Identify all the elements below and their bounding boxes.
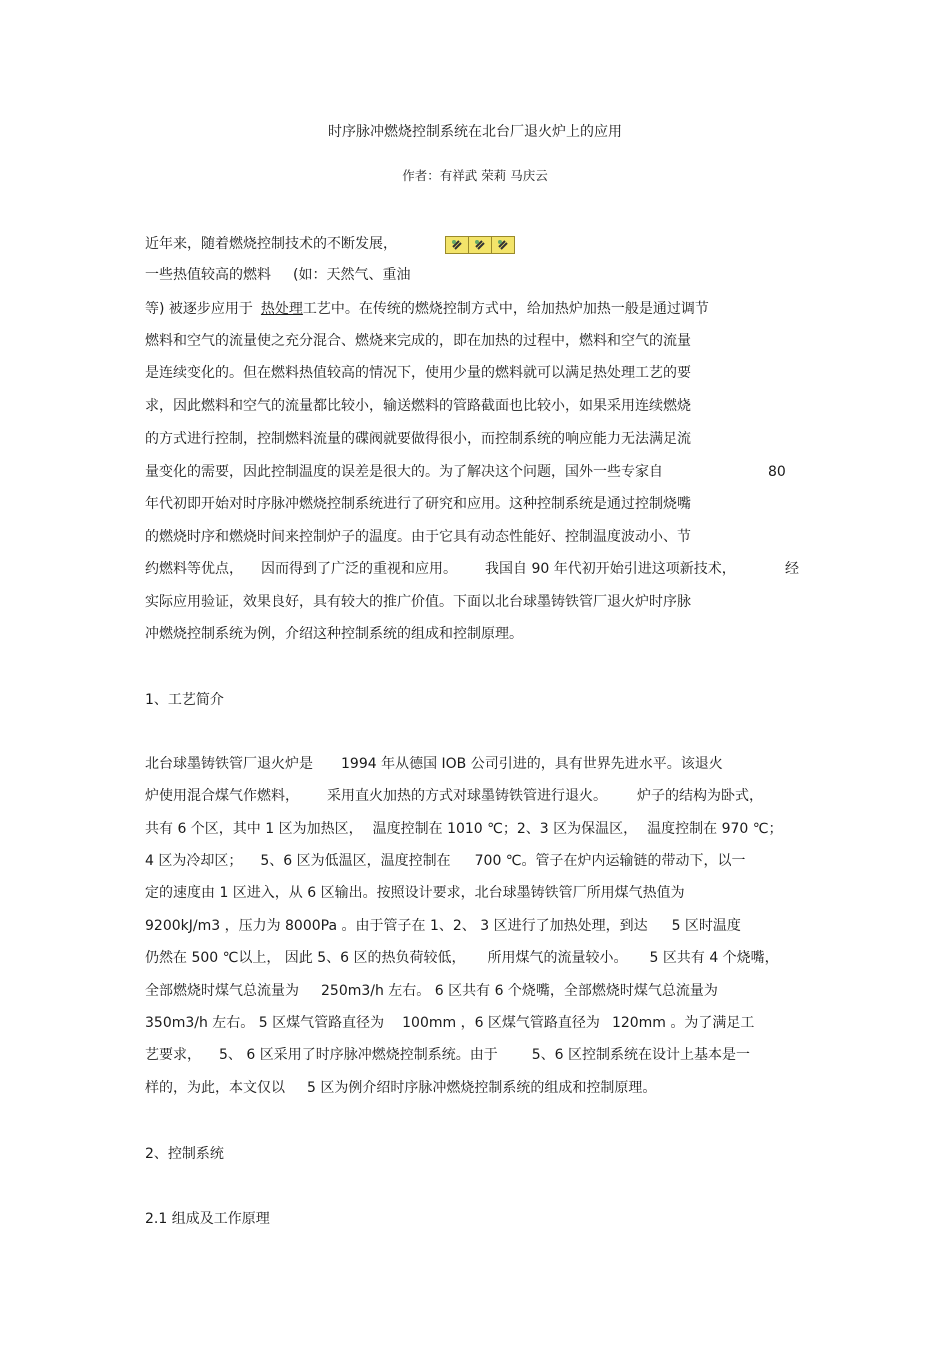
paragraph-line: 约燃料等优点， 因而得到了广泛的重视和应用。 我国自 90 年代初开始引进这项新技术， bbox=[145, 561, 736, 577]
link-icon[interactable] bbox=[492, 237, 514, 253]
paragraph-line: 9200kJ/m3 ，压力为 8000Pa 。由于管子在 1、2、 3 区进行了加热处理，到达 5 区时温度 bbox=[145, 918, 741, 934]
paragraph-line: 4 区为冷却区； 5、6 区为低温区，温度控制在 700 ℃。管子在炉内运输链的带动下，以一 bbox=[145, 853, 746, 869]
paragraph-line: 北台球墨铸铁管厂退火炉是 1994 年从德国 IOB 公司引进的，具有世界先进水平。该退火 bbox=[145, 756, 723, 772]
paragraph-line: 的燃烧时序和燃烧时间来控制炉子的温度。由于它具有动态性能好、控制温度波动小、节 bbox=[145, 529, 691, 545]
paragraph-line: 定的速度由 1 区进入，从 6 区输出。按照设计要求，北台球墨铸铁管厂所用煤气热值为 bbox=[145, 885, 685, 901]
paragraph-line: 80 bbox=[768, 464, 786, 480]
paragraph-line: 的方式进行控制，控制燃料流量的碟阀就要做得很小，而控制系统的响应能力无法满足流 bbox=[145, 431, 691, 447]
paragraph-line: 量变化的需要，因此控制温度的误差是很大的。为了解决这个问题，国外一些专家自 bbox=[145, 464, 663, 480]
paragraph-line: 年代初即开始对时序脉冲燃烧控制系统进行了研究和应用。这种控制系统是通过控制烧嘴 bbox=[145, 496, 691, 512]
paragraph-line: 燃料和空气的流量使之充分混合、燃烧来完成的，即在加热的过程中，燃料和空气的流量 bbox=[145, 333, 691, 349]
paragraph-line: 炉使用混合煤气作燃料， 采用直火加热的方式对球墨铸铁管进行退火。 炉子的结构为卧式， bbox=[145, 788, 763, 804]
document-title: 时序脉冲燃烧控制系统在北台厂退火炉上的应用 bbox=[328, 124, 622, 140]
paragraph-line: 实际应用验证，效果良好，具有较大的推广价值。下面以北台球墨铸铁管厂退火炉时序脉 bbox=[145, 594, 691, 610]
paragraph-line: 仍然在 500 ℃以上， 因此 5、6 区的热负荷较低， 所用煤气的流量较小。 5 区共有 4 个烧嘴， bbox=[145, 950, 779, 966]
paragraph-line: 经 bbox=[785, 561, 799, 577]
paragraph-line: 求，因此燃料和空气的流量都比较小，输送燃料的管路截面也比较小，如果采用连续燃烧 bbox=[145, 398, 691, 414]
section-heading: 1、工艺简介 bbox=[145, 692, 224, 708]
paragraph-line: 样的，为此，本文仅以 5 区为例介绍时序脉冲燃烧控制系统的组成和控制原理。 bbox=[145, 1080, 657, 1096]
link-icon[interactable] bbox=[469, 237, 492, 253]
subsection-heading: 2.1 组成及工作原理 bbox=[145, 1211, 270, 1227]
paragraph-line: 350m3/h 左右。 5 区煤气管路直径为 100mm ，6 区煤气管路直径为 120mm 。为了满足工 bbox=[145, 1015, 755, 1031]
paragraph-line: 是连续变化的。但在燃料热值较高的情况下，使用少量的燃料就可以满足热处理工艺的要 bbox=[145, 365, 691, 381]
paragraph-line: 冲燃烧控制系统为例，介绍这种控制系统的组成和控制原理。 bbox=[145, 626, 523, 642]
heat-treatment-link[interactable]: 热处理 bbox=[260, 301, 303, 317]
paragraph-line: 一些热值较高的燃料 (如：天然气、重油 bbox=[145, 267, 411, 283]
paragraph-line: 全部燃烧时煤气总流量为 250m3/h 左右。 6 区共有 6 个烧嘴，全部燃烧时煤气总流量为 bbox=[145, 983, 718, 999]
paragraph-line: 等) 被逐步应用于 热处理工艺中。在传统的燃烧控制方式中，给加热炉加热一般是通过调节 bbox=[145, 301, 709, 317]
link-icon[interactable] bbox=[446, 237, 469, 253]
paragraph-line: 共有 6 个区，其中 1 区为加热区， 温度控制在 1010 ℃；2、3 区为保温区， 温度控制在 970 ℃； bbox=[145, 821, 783, 837]
paragraph-line: 艺要求， 5、 6 区采用了时序脉冲燃烧控制系统。由于 5、6 区控制系统在设计上基本是一 bbox=[145, 1047, 750, 1063]
inline-link-icons[interactable] bbox=[445, 236, 515, 254]
section-heading: 2、控制系统 bbox=[145, 1146, 224, 1162]
author-line: 作者：有祥武 荣莉 马庆云 bbox=[402, 168, 548, 183]
paragraph-line: 近年来，随着燃烧控制技术的不断发展， bbox=[145, 236, 397, 252]
